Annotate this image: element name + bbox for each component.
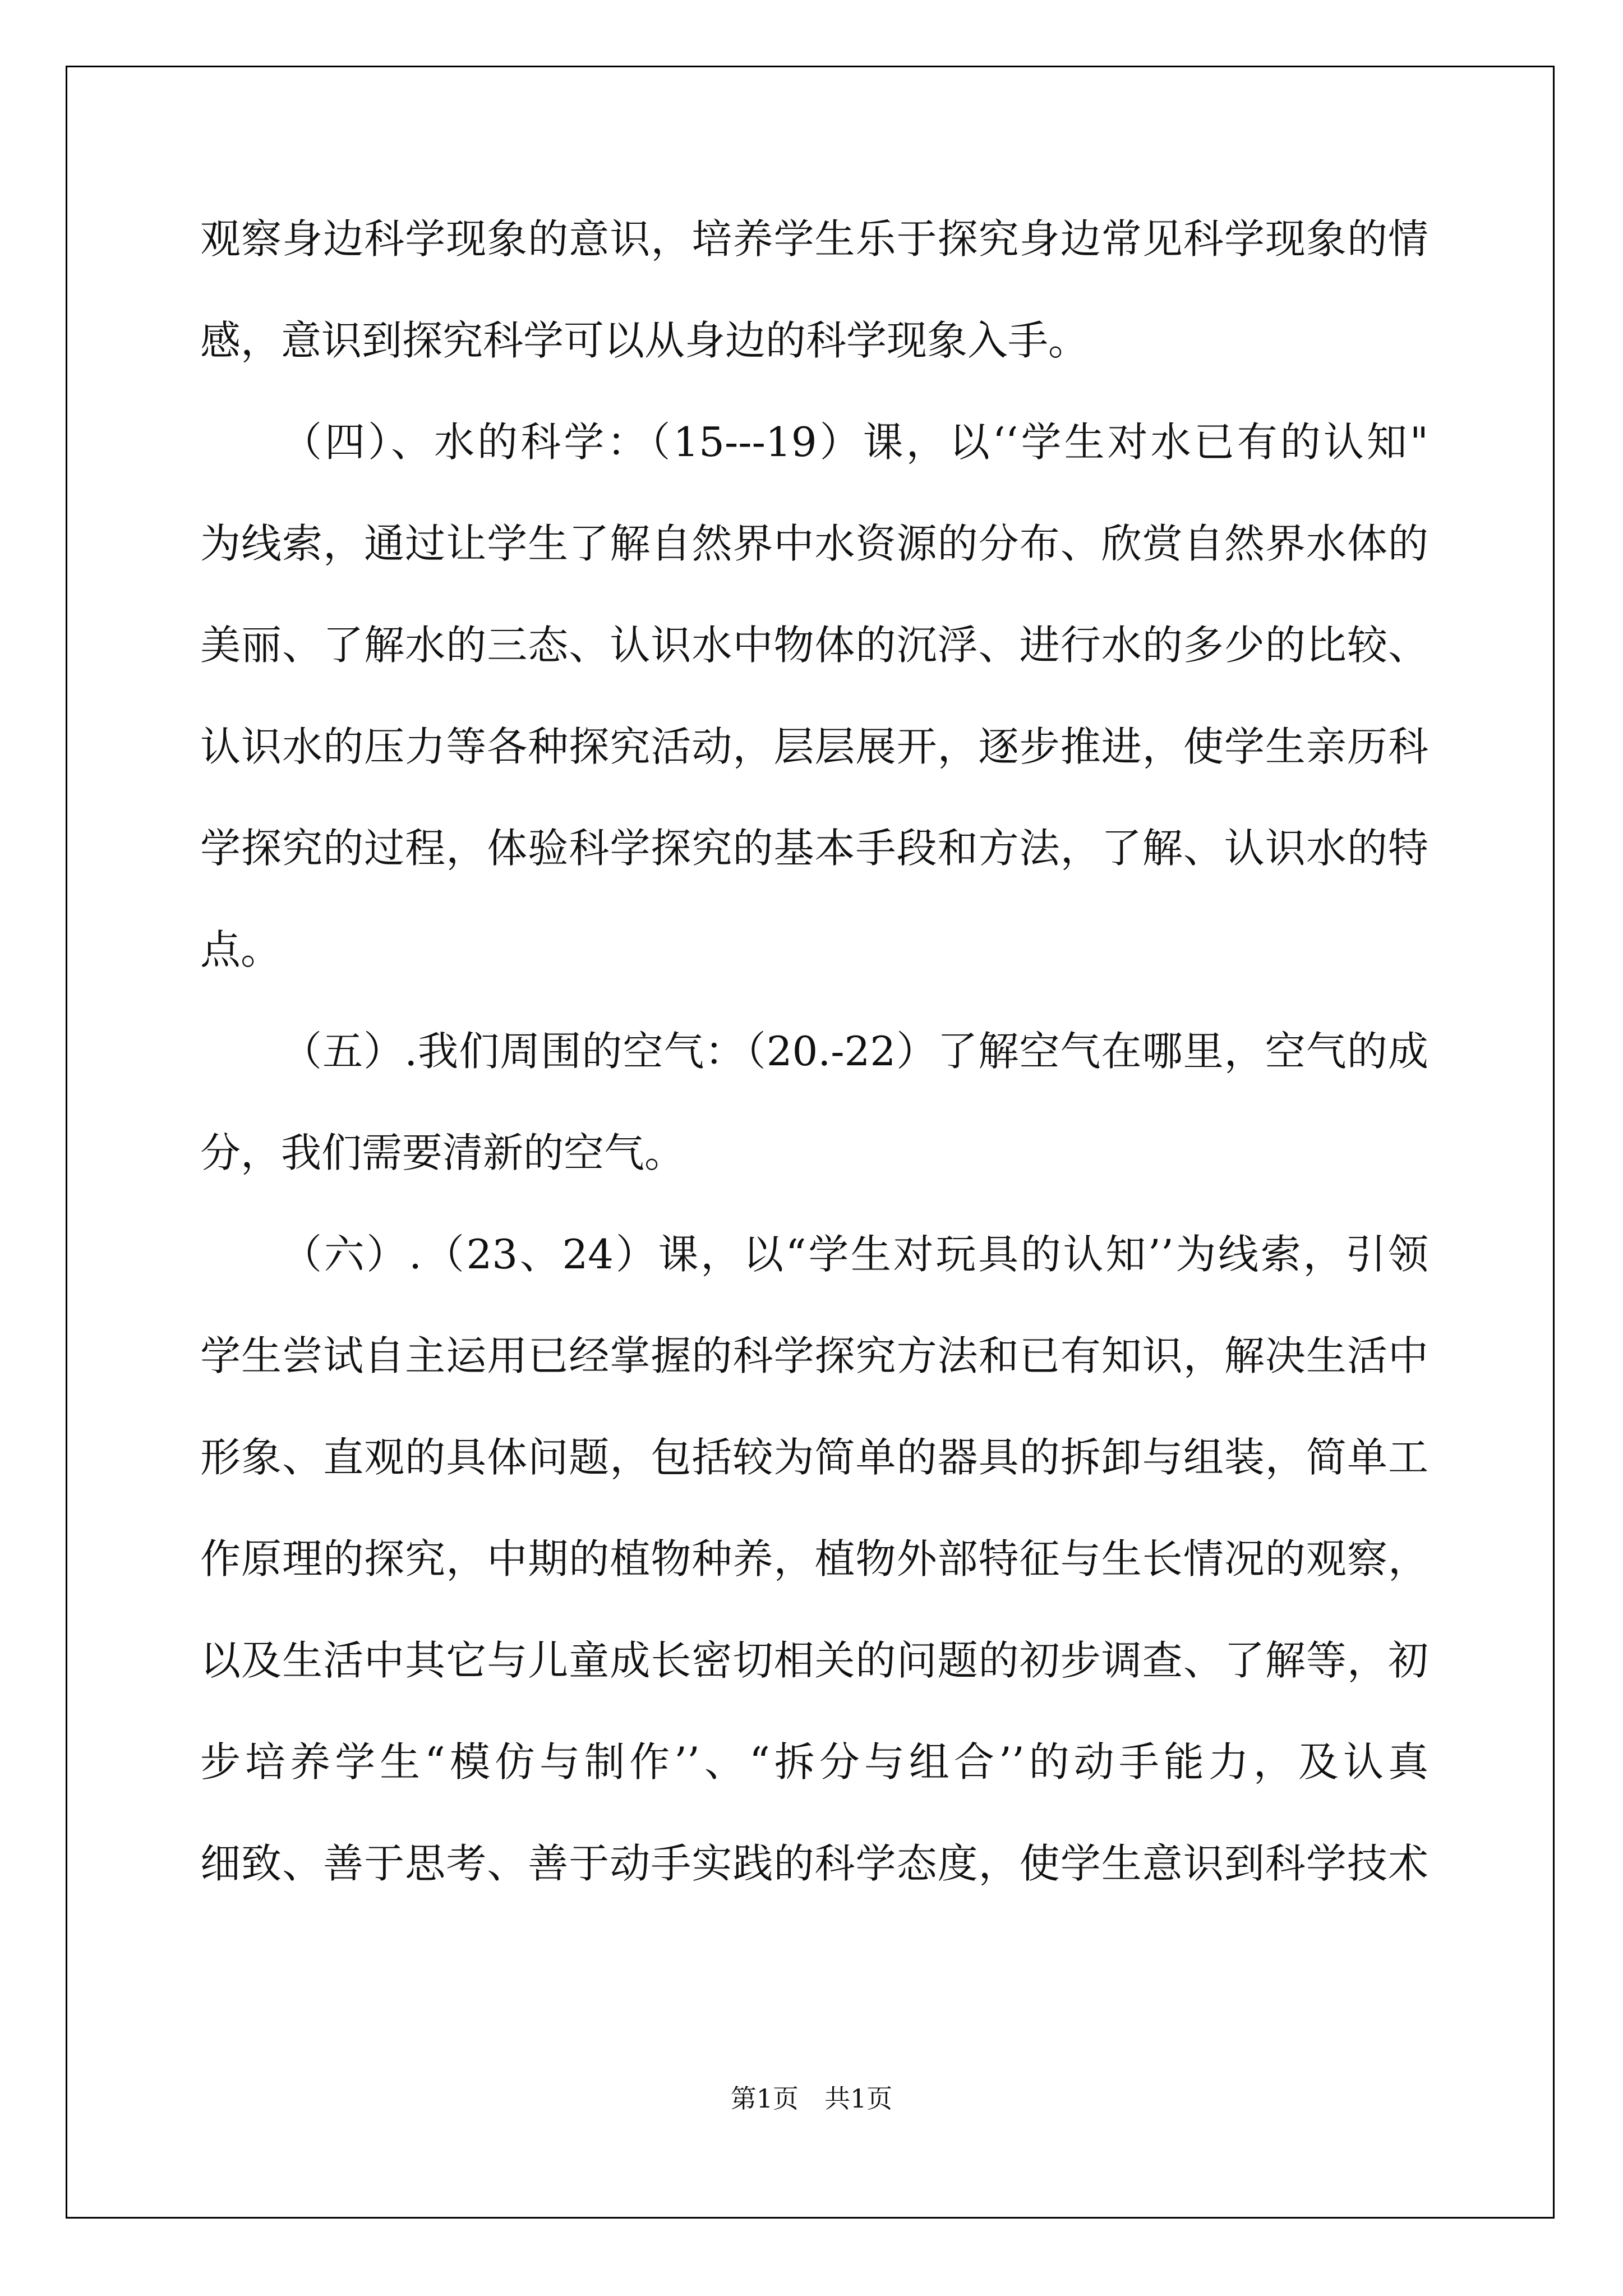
text-line-5: 美丽、了解水的三态、认识水中物体的沉浮、进行水的多少的比较、 [200, 622, 1428, 669]
document-body [200, 212, 1428, 1938]
text-line-2: 感，意识到探究科学可以从身边的科学现象入手。 [200, 317, 1089, 364]
text-line-10: 分，我们需要清新的空气。 [200, 1129, 685, 1176]
text-line-15: 以及生活中其它与儿童成长密切相关的问题的初步调查、了解等，初 [200, 1637, 1428, 1684]
text-line-7: 学探究的过程，体验科学探究的基本手段和方法，了解、认识水的特 [200, 825, 1428, 872]
text-line-13: 形象、直观的具体问题，包括较为简单的器具的拆卸与组装，简单工 [200, 1434, 1428, 1481]
text-line-4: 为线索，通过让学生了解自然界中水资源的分布、欣赏自然界水体的 [200, 520, 1428, 567]
text-line-17: 细致、善于思考、善于动手实践的科学态度，使学生意识到科学技术 [200, 1840, 1428, 1887]
text-line-1: 观察身边科学现象的意识，培养学生乐于探究身边常见科学现象的情 [200, 215, 1428, 263]
text-line-3: （四）、水的科学：（15---19）课，以‘‘学生对水已有的认知" [282, 418, 1428, 466]
page-footer: 第1页 共1页 [730, 2083, 893, 2114]
text-line-11: （六）.（23、24）课，以“学生对玩具的认知’’为线索，引领 [282, 1231, 1428, 1278]
text-line-9: （五）.我们周围的空气：（20.-22）了解空气在哪里，空气的成 [282, 1028, 1428, 1075]
text-line-6: 认识水的压力等各种探究活动，层层展开，逐步推进，使学生亲历科 [200, 723, 1428, 770]
text-line-16: 步培养学生“模仿与制作’’、“拆分与组合’’的动手能力，及认真 [200, 1738, 1428, 1786]
text-line-12: 学生尝试自主运用已经掌握的科学探究方法和已有知识，解决生活中 [200, 1332, 1428, 1379]
text-line-14: 作原理的探究，中期的植物种养，植物外部特征与生长情况的观察， [200, 1535, 1428, 1582]
text-line-8: 点。 [200, 926, 282, 973]
